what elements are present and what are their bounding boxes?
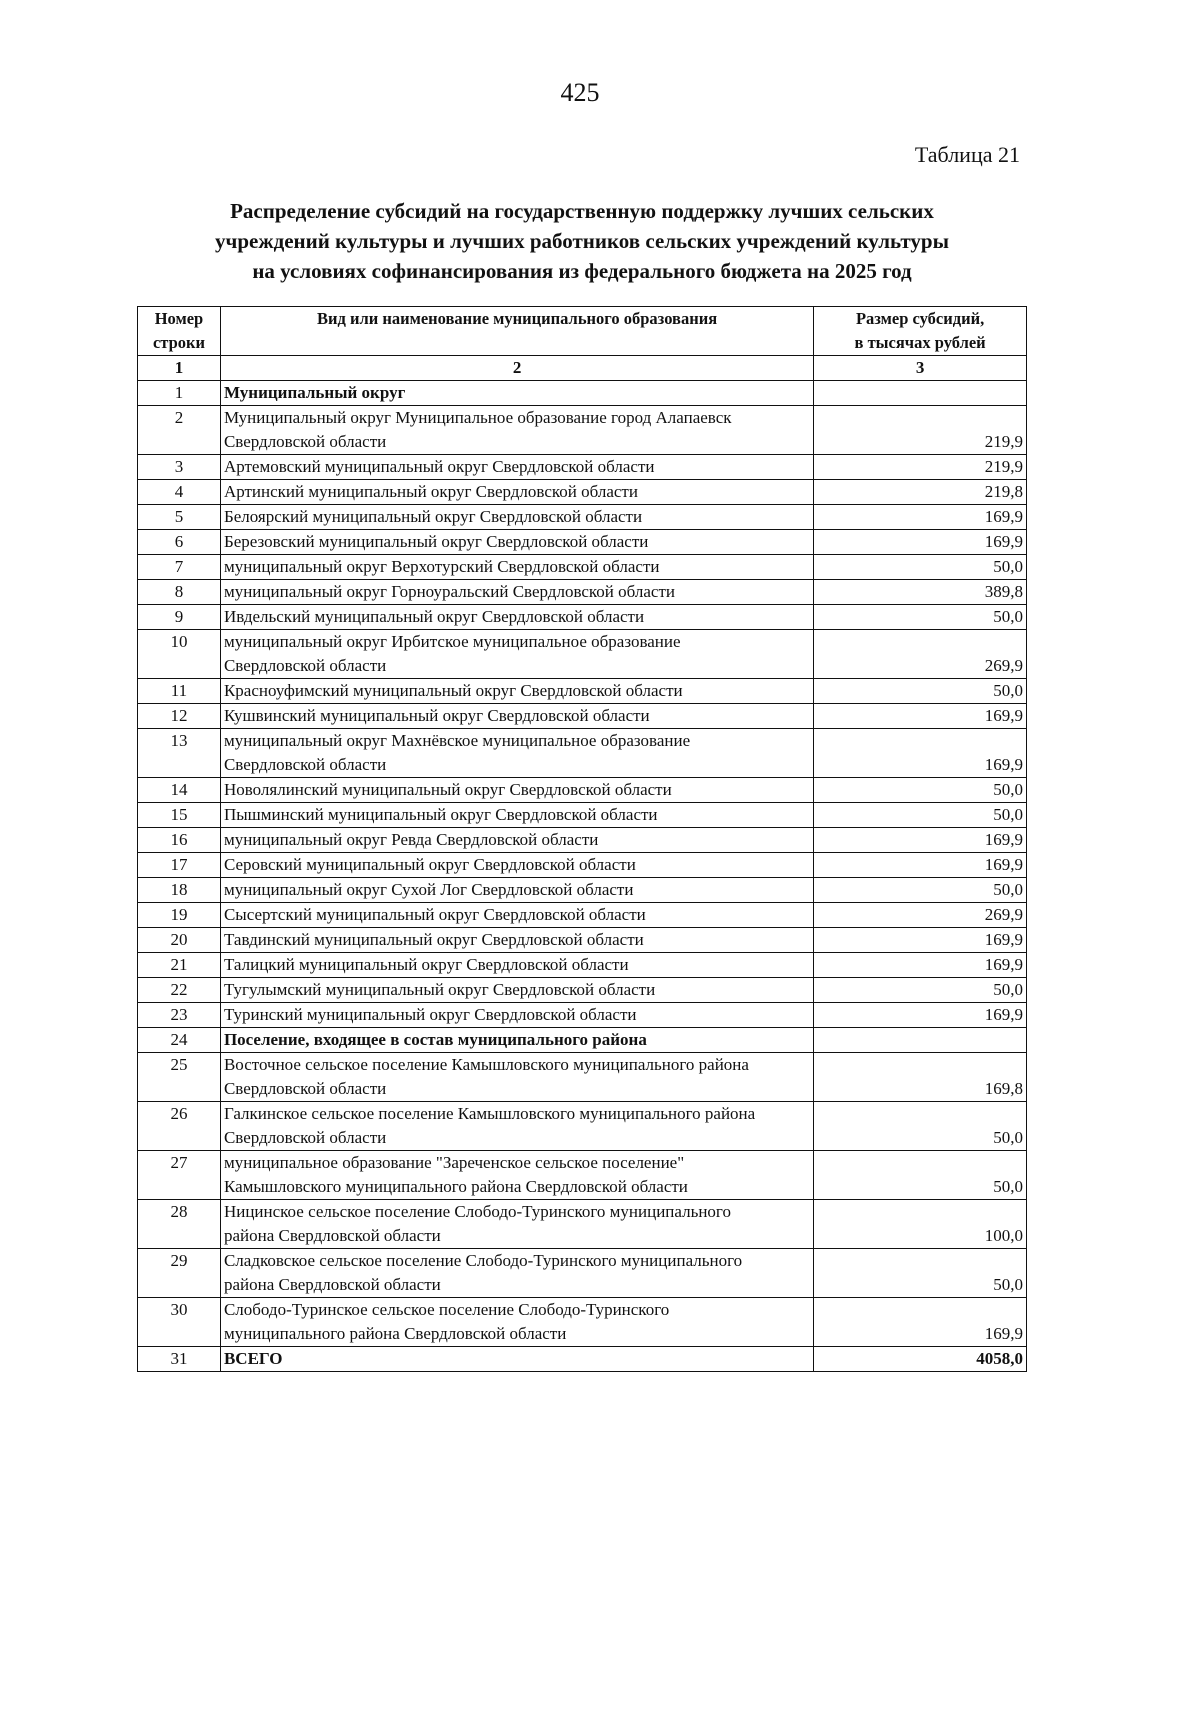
row-number: 13 — [138, 729, 221, 778]
table-row — [138, 455, 1027, 480]
table-body — [138, 381, 1027, 1372]
name-line: Камышловского муниципального района Свердловской области — [223, 1177, 688, 1196]
subsidy-value: 169,9 — [814, 928, 1027, 953]
document-title — [137, 196, 1027, 286]
row-number: 30 — [138, 1298, 221, 1347]
name-line: Пышминский муниципальный округ Свердловской области — [223, 805, 658, 824]
row-number: 2 — [138, 406, 221, 455]
table-label: Таблица 21 — [914, 142, 1020, 167]
section-row — [138, 381, 1027, 406]
municipality-name — [220, 1102, 813, 1151]
name-line: Сладковское сельское поселение Слободо-Туринского муниципального — [223, 1251, 743, 1270]
row-number: 4 — [138, 480, 221, 505]
subsidy-value: 50,0 — [814, 803, 1027, 828]
row-number: 25 — [138, 1053, 221, 1102]
municipality-name — [220, 803, 813, 828]
municipality-name — [220, 1003, 813, 1028]
table-row — [138, 928, 1027, 953]
row-number: 9 — [138, 605, 221, 630]
subsidy-value: 169,9 — [814, 953, 1027, 978]
header-municipality: Вид или наименование муниципального образования — [220, 307, 813, 356]
row-number: 8 — [138, 580, 221, 605]
name-line: Березовский муниципальный округ Свердловской области — [223, 532, 649, 551]
table-row — [138, 1102, 1027, 1151]
row-number: 7 — [138, 555, 221, 580]
row-number: 23 — [138, 1003, 221, 1028]
municipality-name — [220, 630, 813, 679]
row-number: 6 — [138, 530, 221, 555]
municipality-name — [220, 1151, 813, 1200]
name-line: Восточное сельское поселение Камышловского муниципального района — [223, 1055, 749, 1074]
subsidy-value: 50,0 — [814, 605, 1027, 630]
title-line: на условиях софинансирования из федерального бюджета на 2025 год — [252, 259, 912, 283]
header-row-number: Номер строки — [138, 307, 221, 356]
municipality-name — [220, 1200, 813, 1249]
subsidy-value — [814, 1028, 1027, 1053]
header-row — [138, 307, 1027, 356]
municipality-name — [220, 580, 813, 605]
name-line: Свердловской области — [223, 656, 387, 675]
row-number: 10 — [138, 630, 221, 679]
municipality-name — [220, 853, 813, 878]
row-number: 24 — [138, 1028, 221, 1053]
subsidy-value: 50,0 — [814, 1102, 1027, 1151]
name-line: муниципальный округ Махнёвское муниципальное образование — [223, 731, 691, 750]
subsidy-value: 169,9 — [814, 530, 1027, 555]
municipality-name — [220, 704, 813, 729]
row-number: 29 — [138, 1249, 221, 1298]
municipality-name — [220, 729, 813, 778]
name-line: Артемовский муниципальный округ Свердловской области — [223, 457, 655, 476]
name-line: муниципальное образование "Зареченское сельское поселение" — [223, 1153, 685, 1172]
name-line: Сысертский муниципальный округ Свердловской области — [223, 905, 646, 924]
table-row — [138, 778, 1027, 803]
name-line: ВСЕГО — [223, 1349, 283, 1368]
table-row — [138, 679, 1027, 704]
name-line: Свердловской области — [223, 1128, 387, 1147]
column-index-row — [138, 356, 1027, 381]
municipality-name — [220, 978, 813, 1003]
subsidy-value: 169,9 — [814, 828, 1027, 853]
subsidy-value: 50,0 — [814, 1249, 1027, 1298]
name-line: Свердловской области — [223, 432, 387, 451]
municipality-name — [220, 903, 813, 928]
subsidy-table — [137, 306, 1027, 1372]
subsidy-value: 50,0 — [814, 978, 1027, 1003]
row-number: 14 — [138, 778, 221, 803]
table-row — [138, 853, 1027, 878]
table-row — [138, 1151, 1027, 1200]
name-line: Кушвинский муниципальный округ Свердловской области — [223, 706, 650, 725]
row-number: 28 — [138, 1200, 221, 1249]
name-line: района Свердловской области — [223, 1226, 441, 1245]
column-index: 1 — [138, 356, 221, 381]
table-row — [138, 1249, 1027, 1298]
row-number: 18 — [138, 878, 221, 903]
municipality-name — [220, 679, 813, 704]
subsidy-value: 50,0 — [814, 1151, 1027, 1200]
row-number: 31 — [138, 1347, 221, 1372]
subsidy-value: 100,0 — [814, 1200, 1027, 1249]
subsidy-value: 219,9 — [814, 455, 1027, 480]
subsidy-value: 50,0 — [814, 778, 1027, 803]
table-row — [138, 903, 1027, 928]
name-line: муниципального района Свердловской области — [223, 1324, 567, 1343]
row-number: 26 — [138, 1102, 221, 1151]
municipality-name — [220, 381, 813, 406]
table-row — [138, 978, 1027, 1003]
name-line: Слободо-Туринское сельское поселение Слободо-Туринского — [223, 1300, 670, 1319]
row-number: 27 — [138, 1151, 221, 1200]
name-line: Ницинское сельское поселение Слободо-Туринского муниципального — [223, 1202, 731, 1221]
name-line: Муниципальный округ — [223, 383, 406, 402]
table-row — [138, 1200, 1027, 1249]
table-row — [138, 828, 1027, 853]
row-number: 17 — [138, 853, 221, 878]
name-line: муниципальный округ Ирбитское муниципальное образование — [223, 632, 681, 651]
table-row — [138, 530, 1027, 555]
municipality-name — [220, 480, 813, 505]
subsidy-value: 50,0 — [814, 555, 1027, 580]
table-row — [138, 580, 1027, 605]
name-line: Свердловской области — [223, 755, 387, 774]
municipality-name — [220, 1347, 813, 1372]
subsidy-value: 169,9 — [814, 704, 1027, 729]
table-row — [138, 480, 1027, 505]
municipality-name — [220, 406, 813, 455]
row-number: 22 — [138, 978, 221, 1003]
name-line: Поселение, входящее в состав муниципального района — [223, 1030, 647, 1049]
row-number: 1 — [138, 381, 221, 406]
table-row — [138, 630, 1027, 679]
column-index: 3 — [814, 356, 1027, 381]
subsidy-value: 219,8 — [814, 480, 1027, 505]
row-number: 15 — [138, 803, 221, 828]
title-line: учреждений культуры и лучших работников сельских учреждений культуры — [215, 229, 949, 253]
subsidy-value: 269,9 — [814, 630, 1027, 679]
name-line: Свердловской области — [223, 1079, 387, 1098]
municipality-name — [220, 455, 813, 480]
name-line: Муниципальный округ Муниципальное образование город Алапаевск — [223, 408, 732, 427]
row-number: 12 — [138, 704, 221, 729]
municipality-name — [220, 1028, 813, 1053]
name-line: муниципальный округ Ревда Свердловской области — [223, 830, 599, 849]
municipality-name — [220, 1053, 813, 1102]
subsidy-value: 169,9 — [814, 1298, 1027, 1347]
name-line: Тугулымский муниципальный округ Свердловской области — [223, 980, 656, 999]
municipality-name — [220, 928, 813, 953]
subsidy-value: 169,9 — [814, 853, 1027, 878]
municipality-name — [220, 878, 813, 903]
table-row — [138, 555, 1027, 580]
row-number: 20 — [138, 928, 221, 953]
subsidy-value: 219,9 — [814, 406, 1027, 455]
table-row — [138, 1003, 1027, 1028]
total-row — [138, 1347, 1027, 1372]
table-row — [138, 605, 1027, 630]
subsidy-value: 169,9 — [814, 1003, 1027, 1028]
municipality-name — [220, 953, 813, 978]
table-row — [138, 1053, 1027, 1102]
subsidy-value: 169,9 — [814, 729, 1027, 778]
name-line: Туринский муниципальный округ Свердловской области — [223, 1005, 637, 1024]
row-number: 11 — [138, 679, 221, 704]
subsidy-value: 50,0 — [814, 679, 1027, 704]
municipality-name — [220, 555, 813, 580]
row-number: 16 — [138, 828, 221, 853]
page-number: 425 — [560, 78, 600, 107]
municipality-name — [220, 828, 813, 853]
municipality-name — [220, 1298, 813, 1347]
title-line: Распределение субсидий на государственную поддержку лучших сельских — [230, 199, 934, 223]
subsidy-value — [814, 381, 1027, 406]
municipality-name — [220, 1249, 813, 1298]
name-line: Артинский муниципальный округ Свердловской области — [223, 482, 638, 501]
municipality-name — [220, 605, 813, 630]
table-row — [138, 1298, 1027, 1347]
municipality-name — [220, 530, 813, 555]
subsidy-value: 169,9 — [814, 505, 1027, 530]
column-index: 2 — [220, 356, 813, 381]
row-number: 3 — [138, 455, 221, 480]
section-row — [138, 1028, 1027, 1053]
subsidy-value: 389,8 — [814, 580, 1027, 605]
name-line: района Свердловской области — [223, 1275, 441, 1294]
row-number: 21 — [138, 953, 221, 978]
subsidy-value: 50,0 — [814, 878, 1027, 903]
table-row — [138, 878, 1027, 903]
municipality-name — [220, 778, 813, 803]
table-row — [138, 505, 1027, 530]
table-row — [138, 953, 1027, 978]
table-row — [138, 729, 1027, 778]
table-row — [138, 406, 1027, 455]
name-line: Красноуфимский муниципальный округ Свердловской области — [223, 681, 683, 700]
subsidy-value: 4058,0 — [814, 1347, 1027, 1372]
row-number: 5 — [138, 505, 221, 530]
name-line: Ивдельский муниципальный округ Свердловской области — [223, 607, 645, 626]
municipality-name — [220, 505, 813, 530]
name-line: муниципальный округ Сухой Лог Свердловской области — [223, 880, 634, 899]
name-line: Тавдинский муниципальный округ Свердловской области — [223, 930, 644, 949]
table-row — [138, 704, 1027, 729]
name-line: Новолялинский муниципальный округ Свердловской области — [223, 780, 672, 799]
subsidy-value: 269,9 — [814, 903, 1027, 928]
name-line: Галкинское сельское поселение Камышловского муниципального района — [223, 1104, 756, 1123]
name-line: Талицкий муниципальный округ Свердловской области — [223, 955, 629, 974]
table-row — [138, 803, 1027, 828]
header-subsidy-amount: Размер субсидий, в тысячах рублей — [814, 307, 1027, 356]
name-line: муниципальный округ Верхотурский Свердловской области — [223, 557, 660, 576]
subsidy-value: 169,8 — [814, 1053, 1027, 1102]
name-line: муниципальный округ Горноуральский Свердловской области — [223, 582, 675, 601]
row-number: 19 — [138, 903, 221, 928]
name-line: Белоярский муниципальный округ Свердловской области — [223, 507, 643, 526]
name-line: Серовский муниципальный округ Свердловской области — [223, 855, 636, 874]
